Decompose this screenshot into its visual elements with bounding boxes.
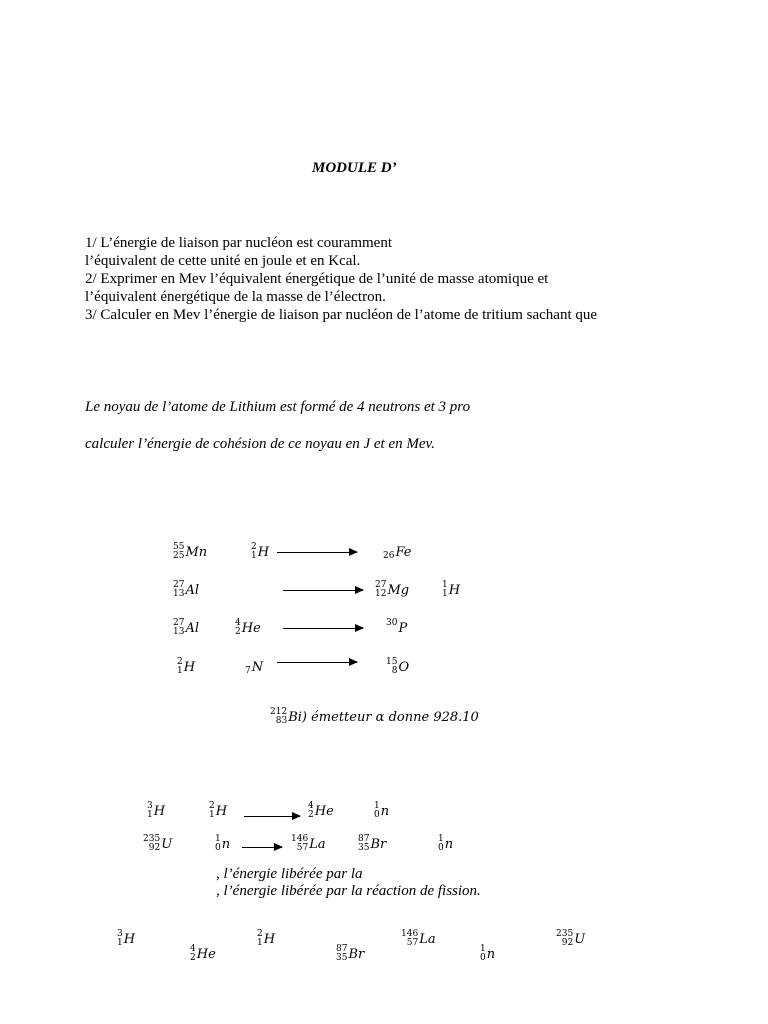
nuclide-la-146: 146 57 La (401, 929, 436, 948)
question-1-line-1: 1/ L’énergie de liaison par nucléon est couramment (85, 235, 392, 251)
reaction-arrow (283, 590, 363, 591)
fission-arrow (242, 847, 282, 848)
nuclide-al-27: 27 13 Al (173, 580, 199, 599)
nuclide-p-30: 30 P (386, 618, 408, 636)
bismuth-emitter-text: ) émetteur α donne 928.10 (301, 709, 479, 725)
fusion-energy-note: , l’énergie libérée par la (216, 866, 363, 882)
reaction-arrow (277, 662, 357, 663)
nuclide-br-87: 87 35 Br (336, 944, 365, 963)
nuclide-h-1: 1 1 H (442, 580, 461, 599)
nuclide-h-2: 2 1 H (251, 542, 270, 561)
nuclide-he-4: 4 2 He (235, 618, 261, 637)
nuclide-h-3: 3 1 H (147, 801, 166, 820)
nuclide-la-146: 146 57 La (291, 834, 326, 853)
nuclide-he-4: 4 2 He (190, 944, 216, 963)
nuclide-neutron: 1 0 n (374, 801, 390, 820)
nuclide-mn-55: 55 25 Mn (173, 542, 208, 561)
reaction-arrow (277, 552, 357, 553)
nuclide-h-3: 3 1 H (117, 929, 136, 948)
nuclide-neutron: 1 0 n (480, 944, 496, 963)
lithium-statement: Le noyau de l’atome de Lithium est formé de 4 neutrons et 3 pro (85, 399, 471, 415)
nuclide-bi-212: 212 83 Bi ) émetteur α donne 928.10 (270, 707, 479, 726)
nuclide-h-2: 2 1 H (257, 929, 276, 948)
fusion-arrow (244, 816, 300, 817)
fission-energy-note: , l’énergie libérée par la réaction de fission. (216, 883, 481, 899)
lithium-question: calculer l’énergie de cohésion de ce noyau en J et en Mev. (85, 436, 435, 452)
question-3-line: 3/ Calculer en Mev l’énergie de liaison par nucléon de l’atome de tritium sachant que (85, 307, 598, 323)
question-2-line-1: 2/ Exprimer en Mev l’équivalent énergétique de l’unité de masse atomique et (85, 271, 549, 287)
nuclide-n: 7 N (245, 659, 264, 676)
question-2-line-2: l’équivalent énergétique de la masse de l’électron. (85, 289, 386, 305)
nuclide-fe: 26 Fe (383, 544, 412, 561)
nuclide-u-235: 235 92 U (143, 834, 173, 853)
nuclide-al-27: 27 13 Al (173, 618, 199, 637)
nuclide-mg-27: 27 12 Mg (375, 580, 410, 599)
nuclide-h-2: 2 1 H (177, 657, 196, 676)
nuclide-neutron: 1 0 n (215, 834, 231, 853)
nuclide-br-87: 87 35 Br (358, 834, 387, 853)
nuclide-neutron: 1 0 n (438, 834, 454, 853)
nuclide-o-15: 15 8 O (386, 657, 410, 676)
question-1-line-2: l’équivalent de cette unité en joule et en Kcal. (85, 253, 361, 269)
nuclide-he-4: 4 2 He (308, 801, 334, 820)
reaction-arrow (283, 628, 363, 629)
nuclide-u-235: 235 92 U (556, 929, 586, 948)
page-title: MODULE D’ (312, 160, 397, 176)
nuclide-h-2: 2 1 H (209, 801, 228, 820)
